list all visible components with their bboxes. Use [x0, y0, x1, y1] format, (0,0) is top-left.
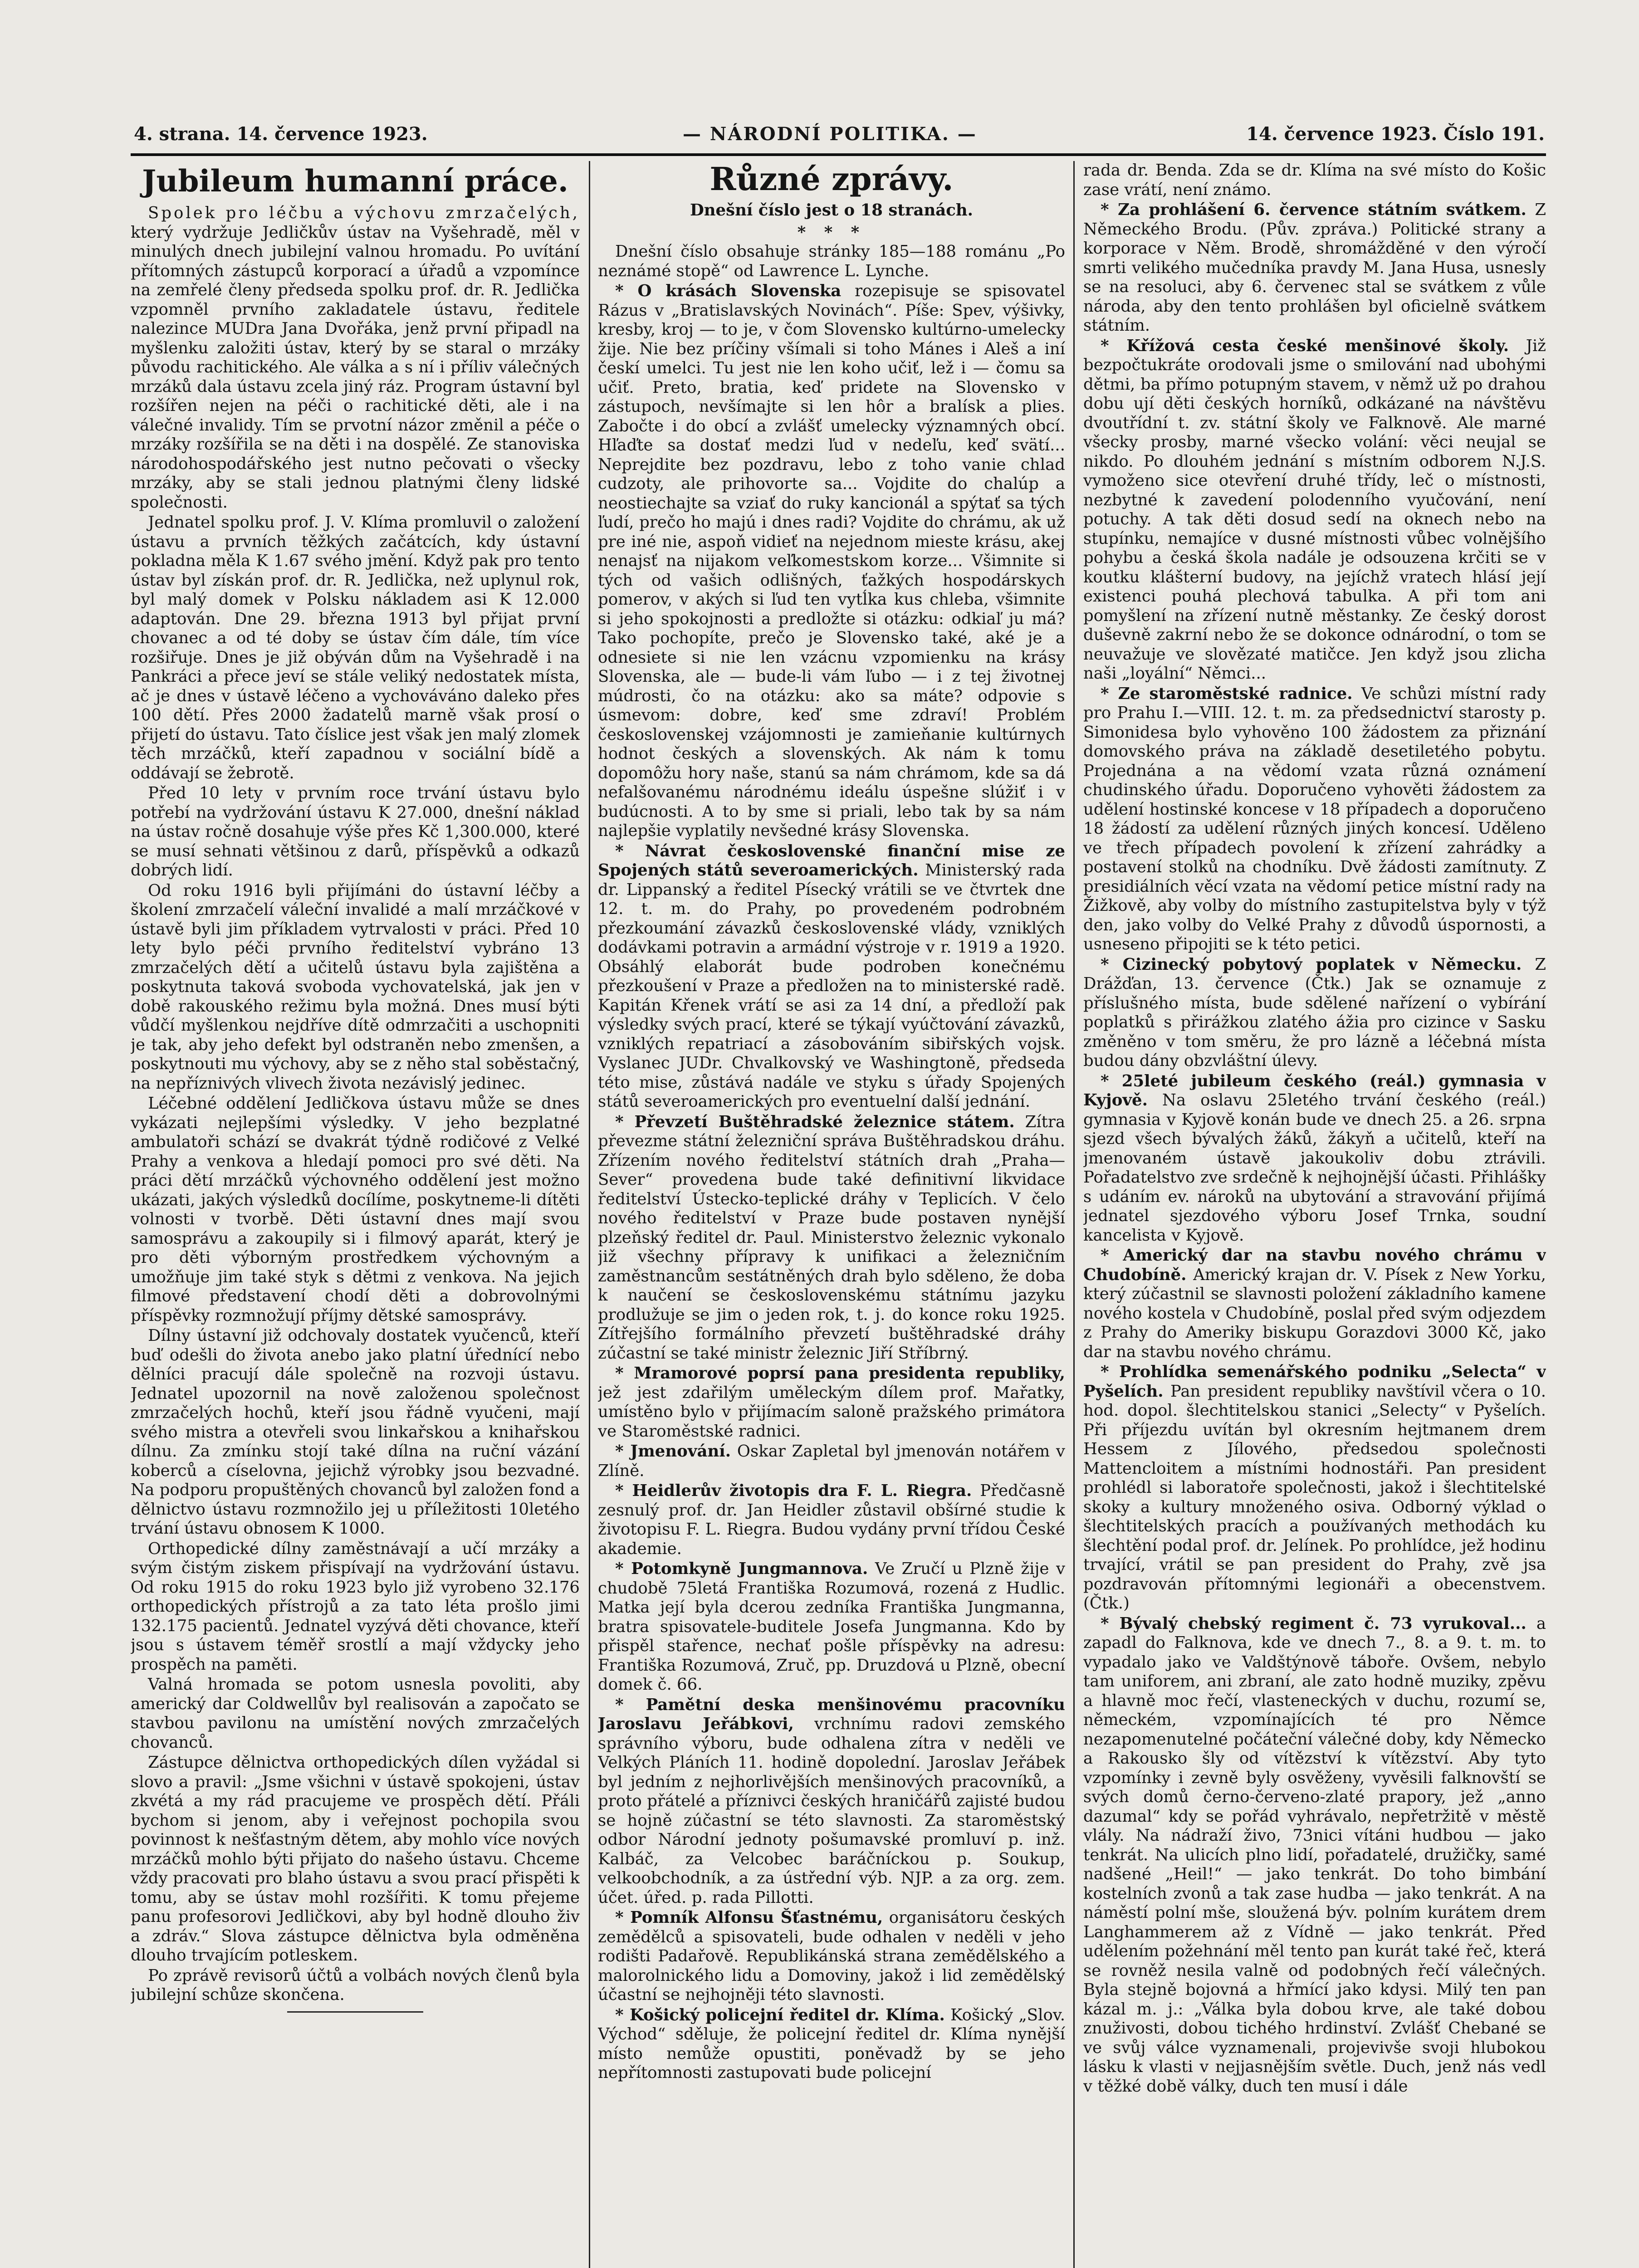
- body-text: Léčebné oddělení Jedličkova ústavu může se dnes vykázati nejlepšími výsledky. V jeho bezplatné ambulatoři schází se dvakrát týdně rodičové z Velké Prahy a venkova a hledají pomoci pro své děti. Na práci dětí mrzáčků výchovného oddělení jest možno ukázati, jakých výsledků docílíme, poskytneme-li dítěti volnosti v tvorbě. Děti ústavní dnes mají svou samosprávu a zakoupily si i filmový aparát, který je pro děti výborným prostředkem výchovným a umožňuje jim také styk s dětmi z venkova. Na jejich filmové představení chodí děti a dobrovolnými příspěvky rozmnožují příjmy dětské samosprávy.: [131, 1094, 580, 1325]
- news-headline: * Pomník Alfonsu Šťastnému,: [615, 1908, 883, 1927]
- column-divider: [589, 161, 590, 2268]
- paragraph: [598, 1364, 1065, 1441]
- paragraph: [131, 204, 580, 512]
- paragraph: [1083, 200, 1546, 336]
- body-text: vrchnímu radovi zemského správního výboru, bude odhalena zítra v neděli ve Velkých Pláních 11. hodině dopolední. Jaroslav Jeřábek byl jedním z nejhorlivějších menšinových pracovníků, a proto přátelé a příznivci českých hraničářů zajisté budou se hojně zúčastní se této slavnosti. Za staroměstský odbor Národní jednoty pošumavské promluví p. inž. Kalbáč, za Velcobec baráčníckou p. Soukup, velkoobchodník, a za ústřední výb. NJP. a za org. zem. účet. úřed. p. rada Pillotti.: [598, 1715, 1065, 1907]
- body-text: Ve schůzi místní rady pro Prahu I.—VIII. 12. t. m. za předsednictví starosty p. Simonidesa bylo vyhověno 100 žádostem za přiznání domovského práva na základě desetiletého pobytu. Projednána a na vědomí vzata různá oznámení chudinského úřadu. Doporučeno vyhověti žádostem za udělení hostinské koncese v 18 případech a doporučeno 18 žádostí za udělení různých jiných koncesí. Uděleno ve třech případech povolení k zřízení zahrádky a postavení stolků na chodníku. Dvě žádosti zamítnuty. Z presidiálních věcí vzata na vědomí petice místní rady na Žižkově, aby volby do místního zastupitelstva byly v týž den, jako volby do Velké Prahy z důvodů úspornosti, a usneseno připojiti se k této petici.: [1083, 684, 1546, 953]
- paragraph: [598, 1481, 1065, 1559]
- paragraph: [131, 881, 580, 1094]
- paragraph: [131, 1753, 580, 1965]
- body-text: Ve Zručí u Plzně žije v chudobě 75letá Františka Rozumová, rozená z Hudlic. Matka její byla dcerou zedníka Františka Jungmanna, bratra spisovatele-buditele Josefa Jungmanna. Kdo by přispěl stařence, nechať pošle příspěvky na adresu: Františka Rozumová, Zruč, pp. Druzdová u Plzně, obecní domek č. 66.: [598, 1559, 1065, 1694]
- section-stars: * * *: [797, 223, 866, 242]
- article-end-rule: [287, 2011, 423, 2013]
- paragraph: [1083, 684, 1546, 954]
- body-text: Košický „Slov. Východ“ sděluje, že policejní ředitel dr. Klíma nynější místo nemůže opustiti, poněvadž by se jeho nepřítomnosti zastupovati bude policejní: [598, 2005, 1065, 2082]
- paragraph: [598, 842, 1065, 1112]
- body-text: Na oslavu 25letého trvání českého (reál.) gymnasia v Kyjově konán bude ve dnech 25. a 26. srpna sjezd všech bývalých žáků, žákyň a učitelů, kteří na jmenovaném ústavě jakoukoliv dobu ztrávili. Pořadatelstvo zve srdečně k nejhojnější účasti. Přihlášky s udáním ev. nároků na ubytování a stravování přijímá jednatel sjezdového výboru Josef Trnka, soudní kancelista v Kyjově.: [1083, 1091, 1546, 1245]
- column-right: [1083, 161, 1546, 2268]
- paragraph: [598, 1559, 1065, 1695]
- body-text: Valná hromada se potom usnesla povoliti, aby americký dar Coldwellův byl realisován a započato se stavbou pavilonu na umístění nových zmrzačelých chovanců.: [131, 1675, 580, 1752]
- body-text: Dnešní číslo obsahuje stránky 185—188 románu „Po neznámé stopě“ od Lawrence L. Lynche.: [598, 242, 1065, 280]
- body-text: Ministerský rada dr. Lippanský a ředitel Písecký vrátili se ve čtvrtek dne 12. t. m. do Prahy, po provedeném podrobném přezkoumání závazků československé vlády, vzniklých dodávkami potravin a armádní výstroje v r. 1919 a 1920. Obsáhlý elaborát bude podroben konečnému přezkoušení v Praze a předložen na to ministerské radě. Kapitán Křenek vrátí se asi za 14 dní, a předloží pak výsledky svých prací, které se týkají vyúčtování závazků, vzniklých repatriací a zásobováním sibiřských vojsk. Vyslanec JUDr. Chvalkovský ve Washingtoně, předseda této mise, zůstává nadále ve styku s úřady Spojených států severoamerických pro eventuelní další jednání.: [598, 861, 1065, 1111]
- masthead: — NÁRODNÍ POLITIKA. —: [683, 123, 977, 145]
- column-divider: [1073, 161, 1075, 2268]
- news-headline: * Za prohlášení 6. července státním svátkem.: [1101, 200, 1526, 219]
- news-headline: * Jmenování.: [615, 1442, 731, 1461]
- body-text: Předčasně zesnulý prof. dr. Jan Heidler zůstavil obšírné studie k životopisu F. L. Riegra. Budou vydány první třídou České akademie.: [598, 1481, 1065, 1558]
- body-text: jež jest zdařilým uměleckým dílem prof. Mařatky, umístěno bylo v přijímacím saloně pražského primátora ve Staroměstské radnici.: [598, 1383, 1065, 1441]
- paragraph: [598, 242, 1065, 281]
- page-header: [134, 123, 1545, 151]
- paragraph: [598, 2006, 1065, 2083]
- body-text: rada dr. Benda. Zda se dr. Klíma na své místo do Košic zase vrátí, není známo.: [1083, 161, 1546, 199]
- body-text: Zítra převezme státní železniční správa Buštěhradskou dráhu. Zřízením nového ředitelství státních drah „Praha—Sever“ provedena bude také definitivní likvidace ředitelství Ústecko-teplické dráhy v Teplicích. V čelo nového ředitelství v Praze bude postaven nynější plzeňský ředitel dr. Paul. Ministerstvo železnic vykonalo již všechny přípravy k unifikaci a železničním zaměstnancům sestátněných drah bylo sděleno, že doba k naučení se československému státnímu jazyku prodlužuje se jim o jeden rok, t. j. do konce roku 1925. Zítřejšího formálního převzetí buštěhradské dráhy zúčastní se také ministr železnic Jiří Stříbrný.: [598, 1112, 1065, 1363]
- column-middle: [598, 161, 1065, 2268]
- paragraph: [598, 282, 1065, 841]
- news-headline: * Heidlerův životopis dra F. L. Riegra.: [615, 1481, 972, 1500]
- news-headline: * Křížová cesta české menšinové školy.: [1101, 336, 1509, 355]
- header-left: 4. strana. 14. července 1923.: [134, 123, 428, 145]
- lead-text: Spolek pro léčbu a výchovu zmrzačelých,: [148, 204, 580, 222]
- column-left: [131, 161, 580, 2268]
- paragraph: [598, 1113, 1065, 1364]
- body-text: Americký krajan dr. V. Písek z New Yorku, který zúčastnil se slavnosti položení základního kamene nového kostela v Chudobíně, poslal před svým odjezdem z Prahy do Ameriky biskupu Gorazdovi 3000 Kč, jako dar na stavbu nového chrámu.: [1083, 1265, 1546, 1361]
- paragraph: [131, 513, 580, 783]
- body-text: Z Německého Brodu. (Pův. zpráva.) Politické strany a korporace v Něm. Brodě, shromážděné v den výročí smrti velikého mučedníka pravdy M. Jana Husa, usnesly se na resoluci, aby 6. červenec stal se svátkem z vůle národa, aby den tento prohlášen byl oficielně svátkem státním.: [1083, 200, 1546, 335]
- news-headline: * Pamětní deska menšinovému pracovníku Jaroslavu Jeřábkovi,: [598, 1695, 1065, 1733]
- header-right: 14. července 1923. Číslo 191.: [1246, 123, 1545, 145]
- body-text: Z Drážďan, 13. července (Čtk.) Jak se oznamuje z příslušného místa, bude sdělené nařízení o vybírání poplatků s přirážkou zlatého ážia pro cizince v Sasku změněno v tom směru, že pro lázně a léčebná místa budou dány obzvláštní úlevy.: [1083, 955, 1546, 1070]
- news-headline: * Košický policejní ředitel dr. Klíma.: [615, 2005, 945, 2024]
- news-headline: * Návrat československé finanční mise ze Spojených států severoamerických.: [598, 841, 1065, 880]
- body-text: Pan president republiky navštívil včera o 10. hod. dopol. šlechtitelskou stanici „Selecty“ v Pyšelích. Při příjezdu uvítán byl okresním hejtmanem drem Hessem z Jílového, předsedou společnosti Mattencloitem a místními hodnostáři. Pan president prohlédl si laboratoře společnosti, jakož i šlechtitelské skoky a kultury množeného osiva. Odborný výklad o šlechtitelských pracích a používaných methodách ku šlechtění podal prof. dr. Jelínek. Po prohlídce, jež hodinu trvající, vrátil se pan president do Prahy, zvě jsa pozdravován přítomnými legionáři a obecenstvem. (Čtk.): [1083, 1382, 1546, 1613]
- body-text: který vydržuje Jedličkův ústav na Vyšehradě, měl v minulých dnech jubilejní valnou hromadu. Po uvítání přítomných zástupců korporací a úřadů a vzpomínce na zemřelé členy předseda spolku prof. dr. R. Jedlička vzpomněl prvního zakladatele ústavu, ředitele nalezince MUDra Jana Dvořáka, jenž první připadl na myšlenku založiti ústav, který by se staral o mrzáky původu rachitického. Ale válka a s ní i příliv válečných mrzáků dala ústavu zcela jiný ráz. Program ústavní byl rozšířen nejen na péči o rachitické děti, ale i na válečné invalidy. Tím se prvotní názor změnil a péče o mrzáky rozšířila se na děti i na dospělé. Ze stanoviska národohospodářského jest nutno pečovati o všecky mrzáky, aby se stali jednou platnými členy lidské společnosti.: [131, 223, 580, 512]
- paragraph: [131, 784, 580, 880]
- news-headline: * O krásách Slovenska: [615, 282, 842, 300]
- body-text: organisátoru českých zemědělců a spisovateli, bude odhalen v neděli v jeho rodišti Padařově. Republikánská strana zemědělského a malorolnického lidu a Domoviny, jakož i lid zemědělský účastní se nejhojněji této slavnosti.: [598, 1908, 1065, 2004]
- body-text: a zapadl do Falknova, kde ve dnech 7., 8. a 9. t. m. to vypadalo jako ve Valdštýnově táboře. Ovšem, nebylo tam uniforem, ani zbraní, ale zato hodně muziky, zpěvu a hlavně moc řečí, vlasteneckých v duchu, rozumí se, německém, vzpomínajících té pro Němce nezapomenutelné počáteční válečné doby, kdy Německo a Rakousko šly od vítězství k vítězství. Aby tyto vzpomínky i zevně byly osvěženy, vyvěsili falknovští se svých domů černo-červeno-zlaté prapory, jež „anno dazumal“ kdy se pořád vyhrávalo, nepřetržitě v městě vlály. Na nádraží živo, 73nici vítáni hudbou — jako tenkrát. Na ulicích plno lidí, pořadatelé, družičky, samé nadšené „Heil!“ — jako tenkrát. Do toho bimbání kostelních zvonů a tak zase hudba — jako tenkrát. A na náměstí polní mše, sloužená býv. polním kurátem drem Langhammerem až z Vídně — jako tenkrát. Před udělením požehnání měl tento pan kurát také řeč, která se rovněž nesila valně od podobných řečí válečných. Byla stejně bojovná a hřmící jako kdysi. Milý ten pan kázal m. j.: „Válka byla dobou krve, ale také dobou znuživosti, dobou tichého hrdinství. Zvlášť Chebané se ve svůj válce vyznamenali, projevivše svoji hlubokou lásku k vlasti v nejjasnějším světle. Duch, jenž nás vedl v těžké době války, duch ten musí i dále: [1083, 1614, 1546, 2096]
- section-title: Různé zprávy.: [709, 161, 954, 198]
- paragraph: [1083, 337, 1546, 684]
- news-headline: * Americký dar na stavbu nového chrámu v Chudobíně.: [1083, 1246, 1546, 1284]
- paragraph: [1083, 1072, 1546, 1246]
- body-text: Orthopedické dílny zaměstnávají a učí mrzáky a svým čistým ziskem přispívají na vydržování ústavu. Od roku 1915 do roku 1923 bylo již vyrobeno 32.176 orthopedických přístrojů a za tato léta prošlo jimi 132.175 pacientů. Jednatel vyzývá děti chovance, kteří jsou s ústavem téměř srostlí a mají vždycky jeho prospěch na paměti.: [131, 1539, 580, 1674]
- news-headline: * 25leté jubileum českého (reál.) gymnasia v Kyjově.: [1083, 1071, 1546, 1110]
- paragraph: [131, 1326, 580, 1539]
- body-text: Po zprávě revisorů účtů a volbách nových členů byla jubilejní schůze skončena.: [131, 1966, 580, 2004]
- body-text: rozepisuje se spisovatel Rázus v „Bratislavských Novinách“. Píše: Spev, výšivky, kresby, kroj — to je, v čom Slovensko kultúrno-umelecky žije. Nie bez príčiny všímali si toho Mánes i Aleš a iní českí umelci. Tu jest nie len koho učiť, lež i — čomu sa učiť. Preto, bratia, keď pridete na Slovensko v zástupoch, nevšímajte si len hôr a bralísk a plies. Zabočte i do obcí a zvlášť umelecky významných obcí. Hľaďte sa dostať medzi ľud v nedeľu, keď svätí... Neprejdite bez pozdravu, lebo z toho vanie chlad cudzoty, ale prihovorte sa... Vojdite do chalúp a neostiechajte sa vziať do ruky kancionál a spýtať sa tých ľudí, prečo ho majú i dnes radi? Vojdite do chrámu, ak už pre iné nie, aspoň vidieť na nejednom mieste krásu, akej nenajsť na nijakom veľkomestskom korze... Všimnite si tých od vašich odlišných, ťažkých hospodárskych pomerov, v akých si ľud ten vytĺka kus chleba, všimnite si jeho spokojnosti a predložte si otázku: odkiaľ ju má? Tako pochopíte, prečo je Slovensko také, aké je a odnesiete si nie len vzácnu vzpomienku na krásy Slovenska, ale — bude-li vám ľubo — i z tej životnej múdrosti, čo na otázku: ako sa máte? odpovie s úsmevom: dobre, keď sme zdraví! Problém československej vzájomnosti je zamieňanie kultúrnych hodnot českých a slovenských. Ak nám k tomu dopomôžu hory naše, stanú sa nám chrámom, kde sa dá nefalšovanému národnému ideálu úspešne slúžiť i v budúcnosti. A to by sme si priali, lebo tak by sa nám najlepšie vyplatily nevšedné krásy Slovenska.: [598, 282, 1065, 840]
- news-headline: * Bývalý chebský regiment č. 73 vyrukoval...: [1101, 1614, 1526, 1633]
- paragraph: [1083, 1614, 1546, 2097]
- paragraph: [131, 1094, 580, 1325]
- body-text: Již bezpočtukráte orodovali jsme o smilování nad ubohými dětmi, ba přímo potupným stavem, v němž už po drahou dobu ují děti českých horníků, odkázané na návštěvu dvoutřídní t. zv. státní školy ve Falknově. Ale marné všecky prosby, marné všecko volání: věci neujal se nikdo. Po dlouhém jednání s místním odborem N.J.S. vymoženo sice otevření druhé třídy, leč o místnosti, nezbytné k zavedení polodenního vyučování, není potuchy. A tak děti dosud sedí na oknech nebo na stupínku, nemajíce v dusné místnosti vůbec volnějšího pohybu a česká škola nadále je odsouzena krčiti se v koutku klášterní budovy, na jejíchž vratech hlásí její existenci pouhá plechová tabulka. A při tom ani pomyšlení na zřízení nutně městanky. Ze český dorost duševně zakrní nebo že se dokonce odnárodní, o tom se neuvažuje ve slovězaté matičce. Jen když jsou zlicha naši „loyální“ Němci...: [1083, 336, 1546, 683]
- news-headline: * Prohlídka semenářského podniku „Selecta“ v Pyšelích.: [1083, 1363, 1546, 1401]
- news-headline: * Mramorové poprsí pana presidenta republiky,: [615, 1364, 1065, 1383]
- body-text: Od roku 1916 byli přijímáni do ústavní léčby a školení zmrzačelí váleční invalidé a malí mrzáčkové v ústavě byli jim příkladem vytrvalosti v práci. Před 10 lety bylo péči prvního ředitelství vybráno 13 zmrzačelých dětí a učitelů ústavu byla zajištěna a poskytnuta taková svoboda vychovatelská, jak jen v době rakouského režimu byla možná. Dnes musí býti vůdčí myšlenkou nejdříve dítě odmrzačiti a uschopniti je tak, aby jeho defekt byl odstraněn nebo zmenšen, a poskytnouti mu výchovy, aby se z něho stal soběstačný, na nepříznivých vlivech života nezávislý jedinec.: [131, 881, 580, 1093]
- body-text: Před 10 lety v prvním roce trvání ústavu bylo potřebí na vydržování ústavu K 27.000, dnešní náklad na ústav ročně dosahuje výše přes Kč 1,300.000, které se musí sehnati většinou z darů, příspěvků a odkazů dobrých lidí.: [131, 784, 580, 880]
- paragraph: [1083, 1363, 1546, 1613]
- news-headline: * Ze staroměstské radnice.: [1101, 684, 1353, 703]
- paragraph: [598, 1442, 1065, 1481]
- paragraph: [131, 1540, 580, 1675]
- paragraph: [1083, 161, 1546, 200]
- header-rule: [131, 153, 1546, 156]
- section-subtitle: Dnešní číslo jest o 18 stranách.: [690, 201, 974, 220]
- body-text: Zástupce dělnictva orthopedických dílen vyžádal si slovo a pravil: „Jsme všichni v ústavě spokojeni, ústav zkvétá a my rád pracujeme ve prospěch dětí. Přáli bychom si jenom, aby i veřejnost pochopila svou povinnost k nešťastným dětem, aby mohlo více nových mrzáčků mohlo býti přijato do našeho ústavu. Chceme vždy pracovati pro blaho ústavu a svou prací přispěti k tomu, aby se ústav mohl rozšířiti. K tomu přejeme panu profesorovi Jedličkovi, aby byl hodně dlouho živ a zdráv.“ Slova zástupce dělnictva byla odměněna dlouho trvajícím potleskem.: [131, 1753, 580, 1965]
- news-headline: * Převzetí Buštěhradské železnice státem.: [615, 1112, 1015, 1131]
- body-text: Dílny ústavní již odchovaly dostatek vyučenců, kteří buď odešli do života anebo jako platní úřednící nebo dělníci pracují dále společně na rozvoji ústavu. Jednatel upozornil na nově založenou společnost zmrzačelých hochů, kteří jsou řádně vyučeni, mají svého mistra a otevřeli svou linkařskou a knihařskou dílnu. Za zmínku stojí také dílna na ruční vázání koberců a císelovna, jejichž výrobky jsou bezvadné. Na podporu propuštěných chovanců byl založen fond a dělnictvo ústavu rozmnožilo jej u příležitosti 10letého trvání ústavu obnosem K 1000.: [131, 1326, 580, 1538]
- body-text: Jednatel spolku prof. J. V. Klíma promluvil o založení ústavu a prvních těžkých začátcích, kdy ústavní pokladna měla K 1.67 svého jmění. Když pak pro tento ústav byl získán prof. dr. R. Jedlička, než uplynul rok, byl malý domek v Polsku nákladem asi K 12.000 adaptován. Dne 29. března 1913 byl přijat první chovanec a od té doby se ústav čím dále, tím více rozšiřuje. Dnes je již obýván dům na Vyšehradě i na Pankráci a přece jeví se stále veliký nedostatek místa, ač je dnes v ústavě léčeno a vychováváno daleko přes 100 dětí. Přes 2000 žadatelů marně však prosí o přijetí do ústavu. Tato číslice jest však jen malý zlomek těch mrzáčků, kteří zapadnou v sociální bídě a oddávají se žebrotě.: [131, 513, 580, 782]
- article-title: Jubileum humanní práce.: [142, 163, 568, 199]
- paragraph: [131, 1966, 580, 2005]
- body-text: Oskar Zapletal byl jmenován notářem v Zlíně.: [598, 1442, 1065, 1480]
- paragraph: [598, 1696, 1065, 1908]
- paragraph: [1083, 1246, 1546, 1362]
- news-headline: * Cizinecký pobytový poplatek v Německu.: [1101, 955, 1522, 974]
- paragraph: [131, 1675, 580, 1752]
- news-headline: * Potomkyně Jungmannova.: [615, 1559, 868, 1578]
- paragraph: [1083, 955, 1546, 1071]
- paragraph: [598, 1908, 1065, 2005]
